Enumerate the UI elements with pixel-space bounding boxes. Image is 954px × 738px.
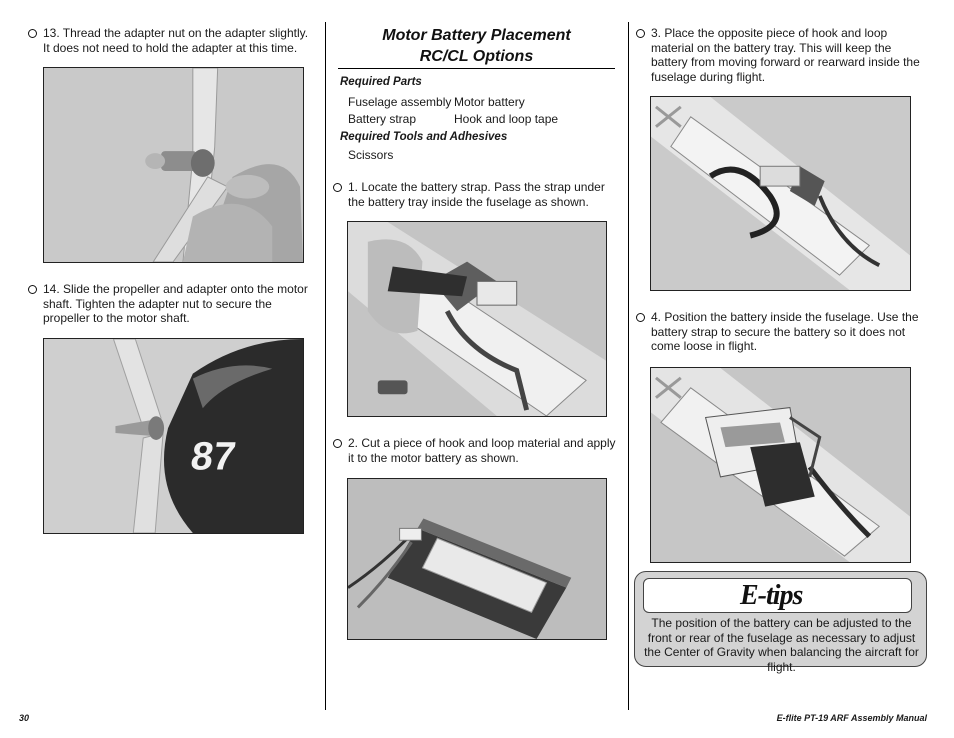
page-number: 30 (19, 713, 30, 723)
etips-logo: E-tips (740, 580, 803, 611)
parts-row (348, 112, 558, 127)
required-tools-heading: Required Tools and Adhesives (340, 131, 508, 143)
photo-battery-installed (650, 367, 911, 563)
photo-adapter-nut (43, 67, 304, 263)
parts-row (348, 95, 525, 110)
title-divider (338, 68, 615, 69)
checkbox-bullet-icon (636, 29, 645, 38)
photo-battery-strap (347, 221, 607, 417)
part-item: Hook and loop tape (454, 112, 559, 126)
photo-battery-hook-loop (347, 478, 607, 640)
step-13 (28, 26, 318, 55)
step-4 (636, 310, 921, 354)
photo-battery-tray (650, 96, 911, 291)
checkbox-bullet-icon (333, 183, 342, 192)
section-title-line1: Motor Battery Placement (382, 27, 571, 44)
part-item: Fuselage assembly (348, 95, 452, 109)
step-13-text: 13. Thread the adapter nut on the adapter slightly. It does not need to hold the adapter at this time. (43, 26, 309, 55)
manual-title: E-flite PT-19 ARF Assembly Manual (776, 713, 927, 723)
cowl-number: 87 (188, 434, 239, 479)
photo-propeller-cowl (43, 338, 304, 534)
step-4-text: 4. Position the battery inside the fuselage. Use the battery strap to secure the battery so it does not come loose in flight. (651, 310, 919, 353)
step-3 (636, 26, 921, 84)
tool-item: Scissors (348, 148, 394, 162)
checkbox-bullet-icon (28, 285, 37, 294)
step-1 (333, 180, 623, 209)
etips-box (634, 571, 927, 674)
tools-row (348, 148, 454, 163)
required-parts-heading: Required Parts (340, 76, 422, 88)
etips-text: The position of the battery can be adjusted to the front or rear of the fuselage as necessary to adjust the Center of Gravity when balancing the aircraft for flight. (644, 616, 919, 674)
step-3-text: 3. Place the opposite piece of hook and loop material on the battery tray. This will keep the battery from moving forward or rearward inside the fuselage during flight. (651, 26, 920, 84)
step-1-text: 1. Locate the battery strap. Pass the strap under the battery tray inside the fuselage as shown. (348, 180, 605, 209)
step-14 (28, 282, 310, 326)
step-2-text: 2. Cut a piece of hook and loop material and apply it to the motor battery as shown. (348, 436, 616, 465)
column-divider-left (325, 22, 326, 710)
section-title-line2: RC/CL Options (419, 48, 534, 65)
column-divider-right (628, 22, 629, 710)
step-14-text: 14. Slide the propeller and adapter onto the motor shaft. Tighten the adapter nut to secure the propeller to the motor shaft. (43, 282, 308, 325)
step-2 (333, 436, 623, 465)
part-item: Motor battery (454, 95, 525, 109)
checkbox-bullet-icon (333, 439, 342, 448)
etips-banner (643, 578, 912, 613)
part-item: Battery strap (348, 112, 417, 126)
checkbox-bullet-icon (636, 313, 645, 322)
section-title (338, 25, 615, 67)
checkbox-bullet-icon (28, 29, 37, 38)
